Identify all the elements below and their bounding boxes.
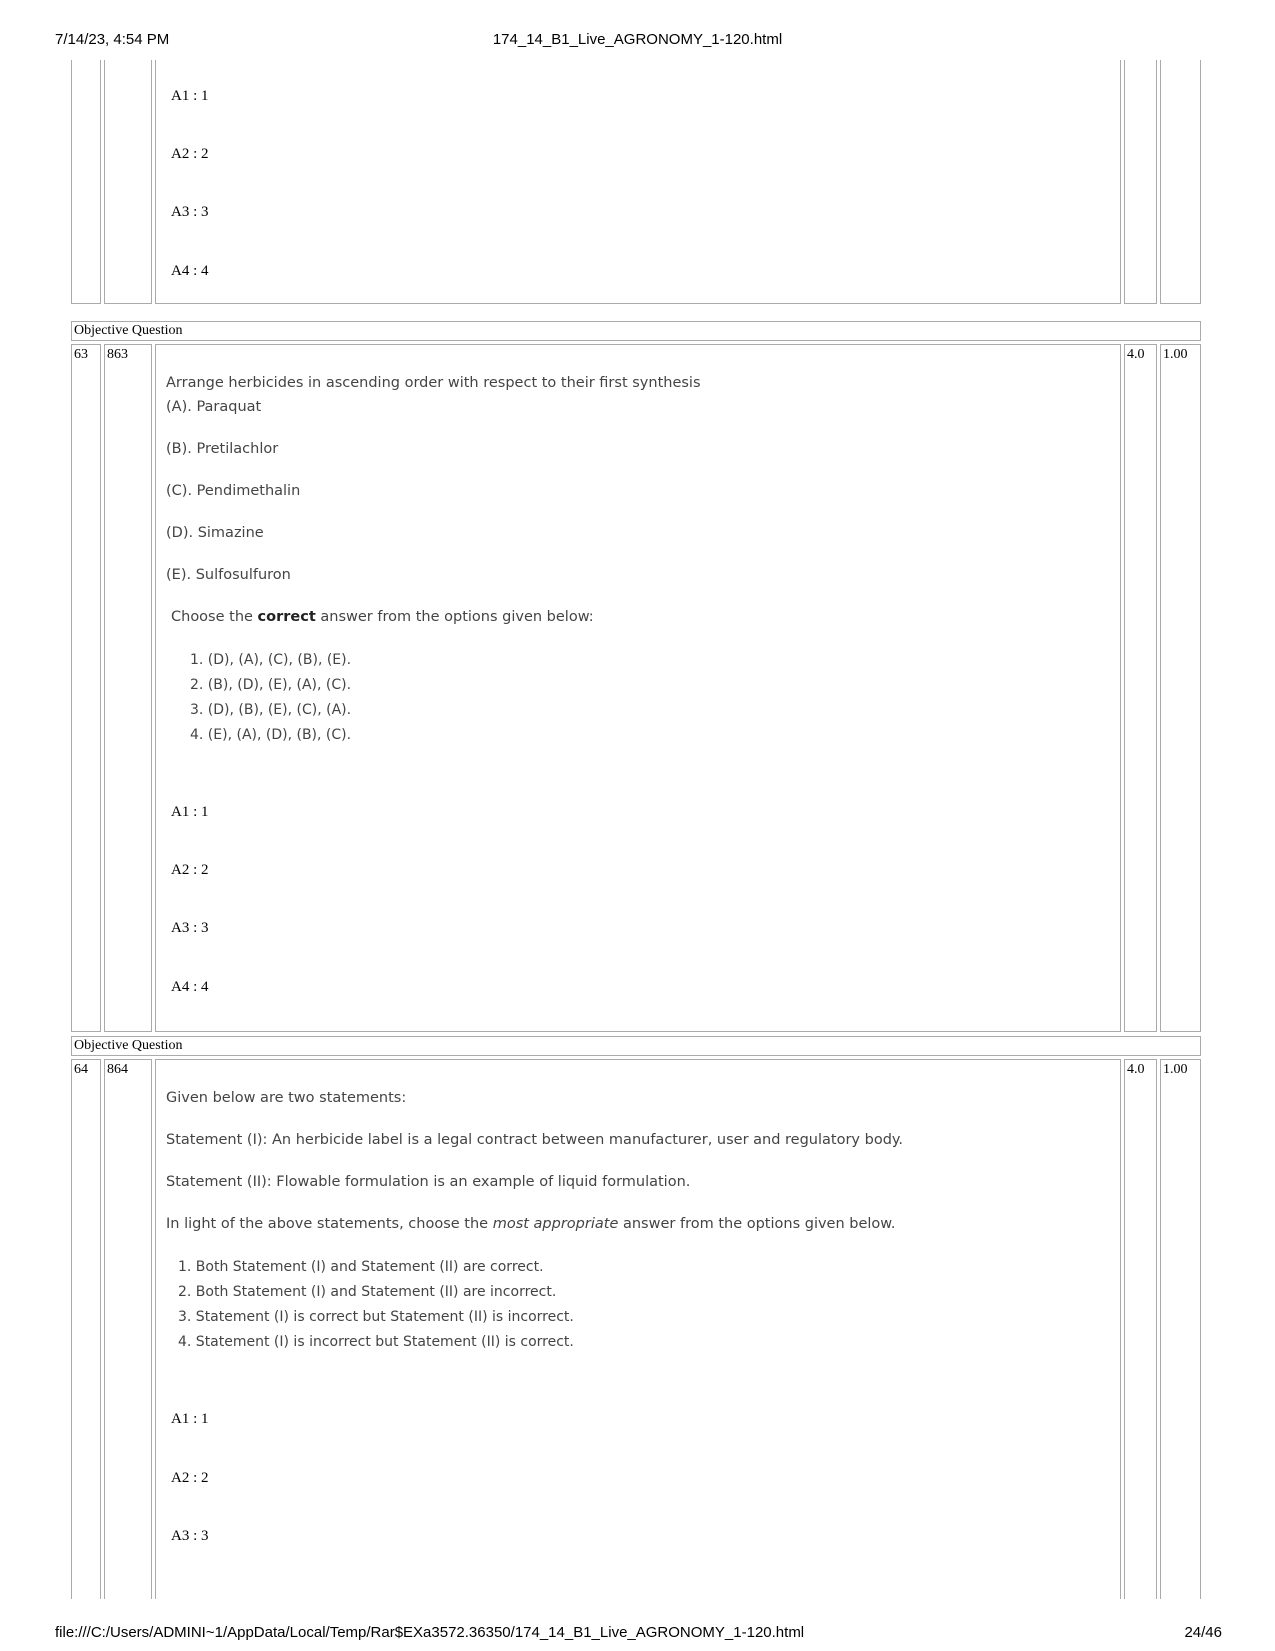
print-page-number: 24/46 [1184, 1624, 1222, 1641]
answer-option: A2 : 2 [171, 1470, 209, 1486]
answer-option: A3 : 3 [171, 204, 209, 220]
choice-option: 2. (B), (D), (E), (A), (C). [190, 677, 352, 693]
answer-option: A1 : 1 [171, 1411, 209, 1427]
negative-marks-cell [1160, 1059, 1201, 1599]
question-item: (E). Sulfosulfuron [166, 567, 291, 583]
question-statement: Statement (I): An herbicide label is a legal contract between manufacturer, user and regulatory body. [166, 1132, 904, 1148]
choice-option: 2. Both Statement (I) and Statement (II) are incorrect. [178, 1284, 557, 1300]
print-datetime: 7/14/23, 4:54 PM [55, 31, 170, 48]
question-stem: Arrange herbicides in ascending order with respect to their first synthesis [166, 375, 701, 391]
section-label: Objective Question [74, 323, 183, 338]
choice-option: 3. Statement (I) is correct but Statement (II) is incorrect. [178, 1309, 574, 1325]
question-negative-marks: 1.00 [1163, 347, 1188, 362]
question-id: 863 [107, 347, 128, 362]
answer-option: A3 : 3 [171, 1528, 209, 1544]
print-doc-title: 174_14_B1_Live_AGRONOMY_1-120.html [492, 31, 783, 48]
prev-marks-cell [1124, 60, 1157, 304]
print-file-path: file:///C:/Users/ADMINI~1/AppData/Local/Temp/Rar$EXa3572.36350/174_14_B1_Live_AGRONOMY_1-120.html [55, 1624, 805, 1641]
serial-cell [71, 1059, 101, 1599]
choice-option: 4. Statement (I) is incorrect but Statement (II) is correct. [178, 1334, 574, 1350]
question-statement: Statement (II): Flowable formulation is an example of liquid formulation. [166, 1174, 691, 1190]
section-label-bar [71, 321, 1201, 341]
answer-option: A1 : 1 [171, 88, 209, 104]
question-item: (A). Paraquat [166, 399, 262, 415]
question-stem: Given below are two statements: [166, 1090, 407, 1106]
marks-cell [1124, 1059, 1157, 1599]
serial-cell [71, 344, 101, 1032]
instruction-suffix: answer from the options given below: [315, 609, 594, 625]
question-serial: 63 [74, 347, 88, 362]
answer-option: A4 : 4 [171, 263, 209, 279]
question-id-cell [104, 1059, 152, 1599]
question-item: (D). Simazine [166, 525, 264, 541]
question-item: (B). Pretilachlor [166, 441, 279, 457]
section-label-bar [71, 1036, 1201, 1056]
question-id-cell [104, 344, 152, 1032]
choice-option: 3. (D), (B), (E), (C), (A). [190, 702, 352, 718]
instruction-suffix: answer from the options given below. [618, 1216, 896, 1232]
question-marks: 4.0 [1127, 1062, 1145, 1077]
question-marks: 4.0 [1127, 347, 1145, 362]
prev-content-cell [155, 60, 1121, 304]
prev-id-cell [104, 60, 152, 304]
answer-option: A1 : 1 [171, 804, 209, 820]
choice-option: 4. (E), (A), (D), (B), (C). [190, 727, 352, 743]
choice-option: 1. (D), (A), (C), (B), (E). [190, 652, 352, 668]
question-instruction [171, 609, 594, 625]
question-id: 864 [107, 1062, 128, 1077]
answer-option: A4 : 4 [171, 979, 209, 995]
instruction-emphasis: most appropriate [492, 1216, 619, 1232]
answer-option: A2 : 2 [171, 862, 209, 878]
question-negative-marks: 1.00 [1163, 1062, 1188, 1077]
answer-option: A2 : 2 [171, 146, 209, 162]
instruction-emphasis: correct [257, 609, 316, 625]
prev-negative-cell [1160, 60, 1201, 304]
negative-marks-cell [1160, 344, 1201, 1032]
section-label: Objective Question [74, 1038, 183, 1053]
question-instruction [166, 1216, 895, 1232]
instruction-prefix: In light of the above statements, choose the [166, 1216, 493, 1232]
question-serial: 64 [74, 1062, 88, 1077]
answer-option: A3 : 3 [171, 920, 209, 936]
choice-option: 1. Both Statement (I) and Statement (II) are correct. [178, 1259, 544, 1275]
instruction-prefix: Choose the [171, 609, 258, 625]
prev-serial-cell [71, 60, 101, 304]
marks-cell [1124, 344, 1157, 1032]
question-item: (C). Pendimethalin [166, 483, 301, 499]
